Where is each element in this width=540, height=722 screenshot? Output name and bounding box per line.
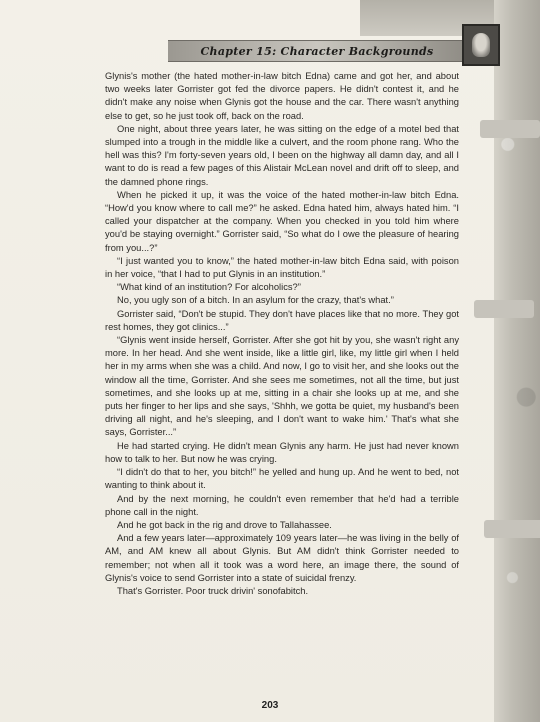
paragraph: Gorrister said, “Don't be stupid. They don't have places like that no more. They got rest homes, they got clinics...” — [105, 308, 459, 332]
paragraph: One night, about three years later, he was sitting on the edge of a motel bed that slumped into a trough in the middle like a culvert, and the room phone rang. Who the hell was this? I'm forty-seven years old, I been on the highway all damn day, and all I want to do is read a few pages of this Alistair McLean novel and drift off to sleep, and the damned phone rings. — [105, 123, 459, 187]
stone-block — [474, 300, 534, 318]
stone-border-right — [494, 0, 540, 722]
chapter-header-bar — [168, 40, 466, 62]
paragraph: Glynis's mother (the hated mother-in-law bitch Edna) came and got her, and about two weeks later Gorrister got fed the divorce papers. He didn't contest it, and he didn't make any noise when Glynis got the house and the car. There wasn't anything else to get, so he just took off, back on the road. — [105, 71, 459, 121]
paragraph: And a few years later—approximately 109 years later—he was living in the belly of AM, and AM knew all about Glynis. But AM didn't think Gorrister needed to remember; not when all it took was a word here, an image there, the sound of Glynis's voice to send Gorrister into a state of suicidal frenzy. — [105, 533, 459, 583]
paragraph: That's Gorrister. Poor truck drivin' sonofabitch. — [117, 585, 309, 596]
stone-block — [484, 520, 540, 538]
paragraph: And he got back in the rig and drove to Tallahassee. — [117, 519, 332, 530]
chapter-title: Chapter 15: Character Backgrounds — [200, 44, 434, 58]
body-text — [105, 70, 459, 598]
paragraph: “I just wanted you to know,” the hated mother-in-law bitch Edna said, with poison in her voice, “that I had to put Glynis in an institution.” — [105, 255, 459, 280]
page-number: 203 — [261, 700, 279, 711]
paragraph: “Glynis went inside herself, Gorrister. After she got hit by you, she wasn't right any more. In her head. And she went inside, like a little girl, like, my little girl when I held her in my arms when she was a child. And now, I go to visit her, and she looks out the window all the time, Gorrister. And she sees me sometimes, not all the time, but just sometimes, and she looks up at me, sitting in a chair she looks up at me, and she puts her finger to her lips and she says, 'Shhh, we gotta be quiet, my husband's been driving all night, and he's sleeping, and I don't want to wake him.' That's what she says, Gorrister...” — [105, 335, 459, 438]
portrait-face — [472, 33, 490, 57]
stone-block — [480, 120, 540, 138]
paragraph: “What kind of an institution? For alcoholics?” — [117, 282, 301, 293]
paragraph: No, you ugly son of a bitch. In an asylum for the crazy, that's what.” — [117, 295, 394, 306]
paragraph: “I didn't do that to her, you bitch!” he yelled and hung up. And he went to bed, not wanting to think about it. — [105, 467, 459, 491]
paragraph: He had started crying. He didn't mean Glynis any harm. He just had never known how to talk to her. But now he was crying. — [105, 440, 459, 464]
paragraph: When he picked it up, it was the voice of the hated mother-in-law bitch Edna. “How'd you know where to call me?” he asked. Edna hated him, always hated him. “I called your dispatcher at the company. When you checked in you told him where you'd be staying overnight.” Gorrister said, “So what do I owe the pleasure of hearing from you...?” — [105, 189, 459, 253]
paragraph: And by the next morning, he couldn't even remember that he'd had a terrible phone call in the night. — [105, 493, 459, 517]
character-portrait-icon — [462, 24, 500, 66]
